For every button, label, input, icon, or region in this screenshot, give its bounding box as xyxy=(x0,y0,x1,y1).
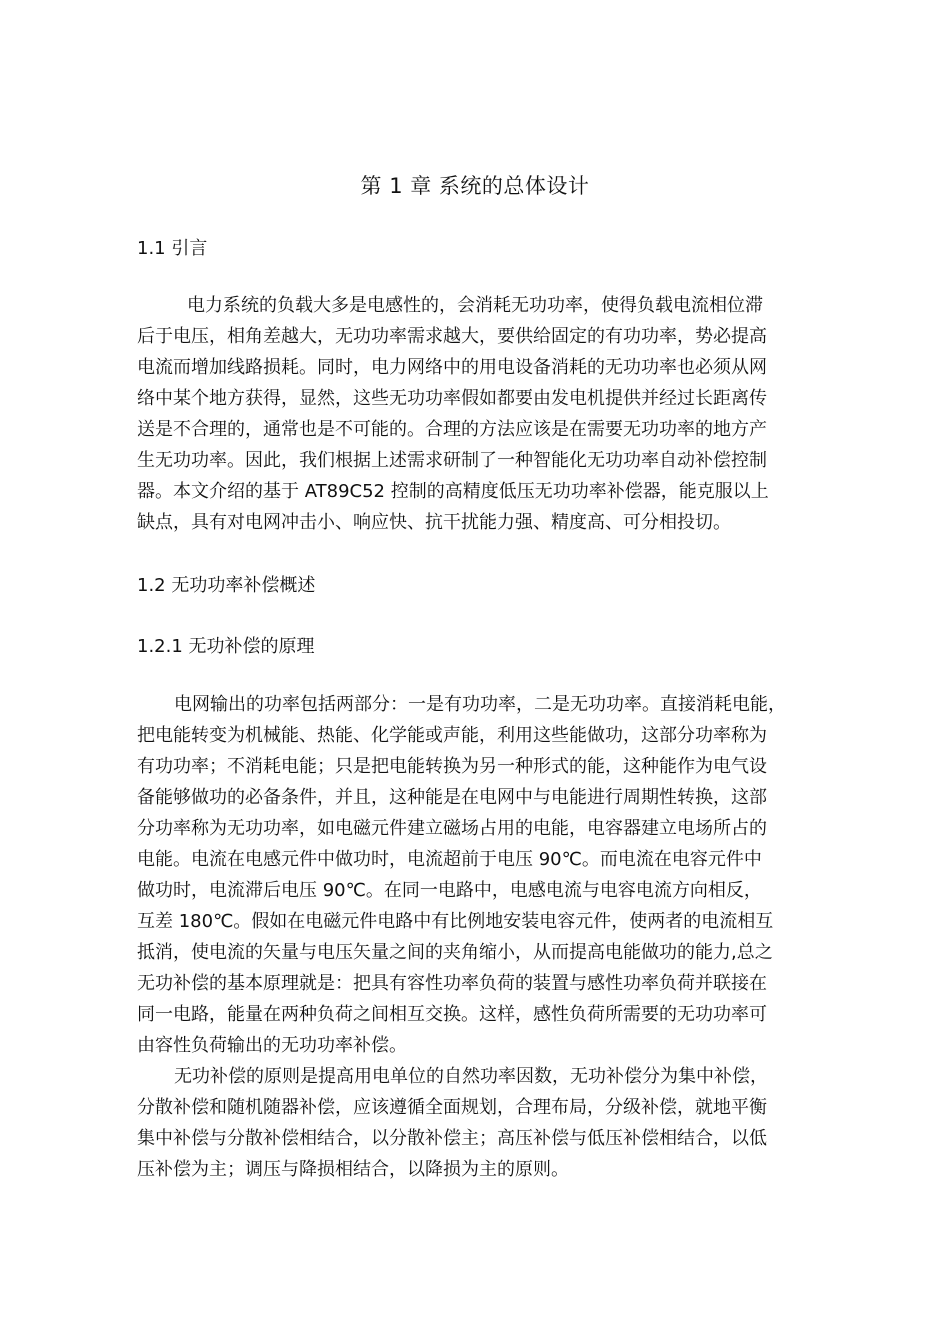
paragraph-line: 送是不合理的，通常也是不可能的。合理的方法应该是在需要无功功率的地方产 xyxy=(137,419,767,440)
paragraph-line: 电力系统的负载大多是电感性的，会消耗无功功率，使得负载电流相位滞 xyxy=(187,295,763,316)
paragraph-line: 压补偿为主；调压与降损相结合，以降损为主的原则。 xyxy=(137,1159,569,1180)
paragraph-line: 分散补偿和随机随器补偿，应该遵循全面规划，合理布局，分级补偿，就地平衡 xyxy=(137,1097,767,1118)
paragraph-line: 互差 180℃。假如在电磁元件电路中有比例地安装电容元件，使两者的电流相互 xyxy=(137,911,774,932)
paragraph-line: 做功时，电流滞后电压 90℃。在同一电路中，电感电流与电容电流方向相反， xyxy=(137,880,762,901)
principle-paragraph-2 xyxy=(137,1061,827,1185)
paragraph-line: 备能够做功的必备条件，并且，这种能是在电网中与电能进行周期性转换，这部 xyxy=(137,787,767,808)
paragraph-line: 电流而增加线路损耗。同时，电力网络中的用电设备消耗的无功功率也必须从网 xyxy=(137,357,767,378)
paragraph-line: 同一电路，能量在两种负荷之间相互交换。这样，感性负荷所需要的无功功率可 xyxy=(137,1004,767,1025)
chapter-title: 第 1 章 系统的总体设计 xyxy=(360,174,590,198)
paragraph-line: 把电能转变为机械能、热能、化学能或声能，利用这些能做功，这部分功率称为 xyxy=(137,725,767,746)
paragraph-line: 有功功率；不消耗电能；只是把电能转换为另一种形式的能，这种能作为电气设 xyxy=(137,756,767,777)
section-heading-1-2: 1.2 无功功率补偿概述 xyxy=(137,575,316,596)
paragraph-line: 缺点，具有对电网冲击小、响应快、抗干扰能力强、精度高、可分相投切。 xyxy=(137,512,731,533)
paragraph-line: 无功补偿的基本原理就是：把具有容性功率负荷的装置与感性功率负荷并联接在 xyxy=(137,973,767,994)
paragraph-line: 后于电压，相角差越大，无功功率需求越大，要供给固定的有功功率，势必提高 xyxy=(137,326,767,347)
paragraph-line: 分功率称为无功功率，如电磁元件建立磁场占用的电能，电容器建立电场所占的 xyxy=(137,818,767,839)
section-heading-1-1: 1.1 引言 xyxy=(137,238,208,259)
paragraph-line: 生无功功率。因此，我们根据上述需求研制了一种智能化无功功率自动补偿控制 xyxy=(137,450,767,471)
paragraph-line: 抵消，使电流的矢量与电压矢量之间的夹角缩小，从而提高电能做功的能力,总之 xyxy=(137,942,773,963)
paragraph-line: 电网输出的功率包括两部分：一是有功功率，二是无功功率。直接消耗电能， xyxy=(174,694,786,715)
paragraph-line: 集中补偿与分散补偿相结合，以分散补偿主；高压补偿与低压补偿相结合，以低 xyxy=(137,1128,767,1149)
paragraph-line: 络中某个地方获得，显然，这些无功功率假如都要由发电机提供并经过长距离传 xyxy=(137,388,767,409)
intro-paragraph xyxy=(137,290,827,538)
paragraph-line: 由容性负荷输出的无功功率补偿。 xyxy=(137,1035,407,1056)
paragraph-line: 器。本文介绍的基于 AT89C52 控制的高精度低压无功功率补偿器，能克服以上 xyxy=(137,481,769,502)
principle-paragraph-1 xyxy=(137,689,827,1061)
section-heading-1-2-1: 1.2.1 无功补偿的原理 xyxy=(137,636,315,657)
paragraph-line: 无功补偿的原则是提高用电单位的自然功率因数，无功补偿分为集中补偿， xyxy=(174,1066,768,1087)
paragraph-line: 电能。电流在电感元件中做功时，电流超前于电压 90℃。而电流在电容元件中 xyxy=(137,849,762,870)
